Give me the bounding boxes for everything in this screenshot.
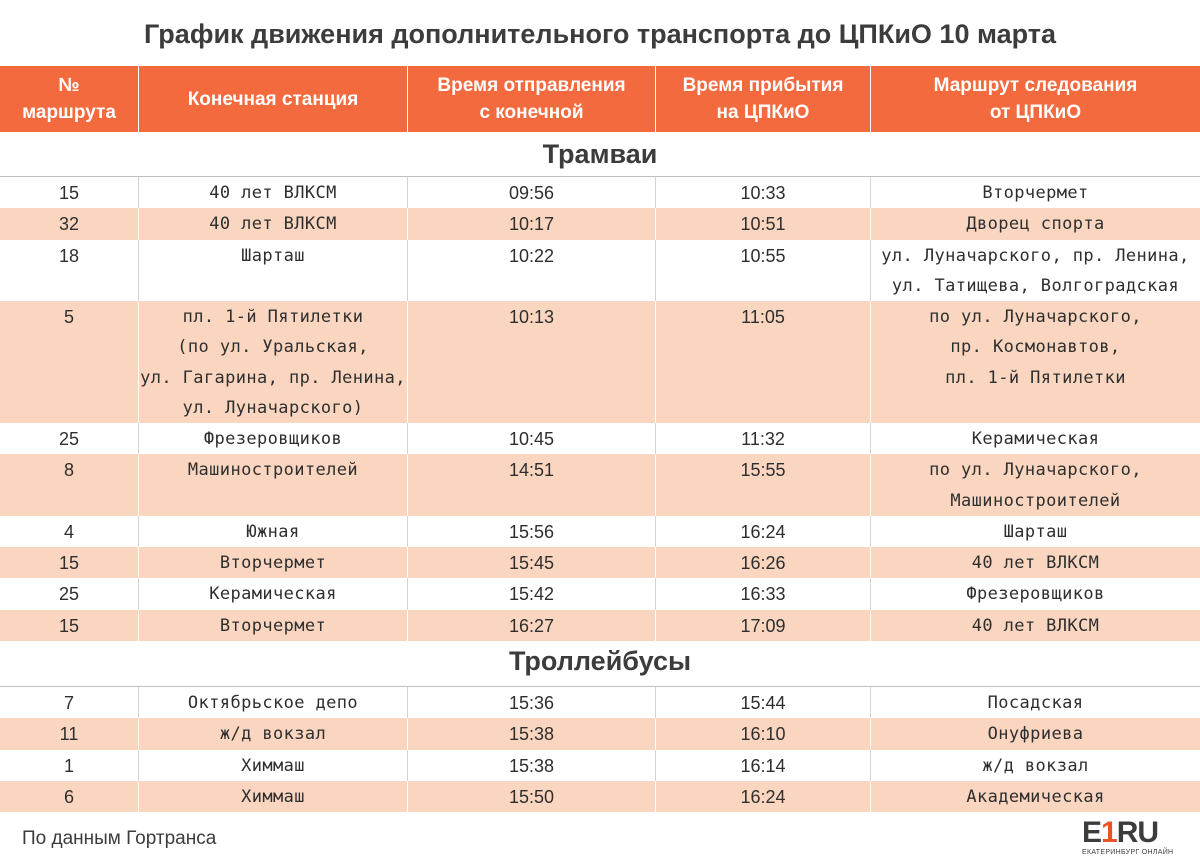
header-route-path: Маршрут следования от ЦПКиО	[933, 75, 1138, 123]
cell-route-number: 5	[0, 301, 139, 423]
cell-route-number: 11	[0, 718, 139, 749]
logo-wordmark: E1RU	[1082, 816, 1159, 849]
header-arrival-time: Время прибытия на ЦПКиО	[656, 66, 871, 132]
section-title-trams: Трамваи	[542, 139, 658, 169]
cell-terminal-station: Шарташ	[139, 240, 408, 302]
cell-route-number: 8	[0, 454, 139, 516]
cell-arrival-time: 10:55	[656, 240, 871, 302]
cell-departure-time: 10:45	[408, 423, 656, 454]
cell-route-path: по ул. Луначарского, пр. Космонавтов, пл. 1-й Пятилетки	[929, 307, 1142, 388]
trolleybuses-table	[0, 687, 1200, 812]
cell-departure-time: 15:38	[408, 718, 656, 749]
cell-route-number: 15	[0, 547, 139, 578]
header-departure-time: Время отправления с конечной	[408, 66, 656, 132]
cell-route-path: Посадская	[987, 693, 1084, 713]
cell-arrival-time: 16:24	[656, 781, 871, 812]
cell-departure-time: 15:56	[408, 516, 656, 547]
cell-route-path: Вторчермет	[982, 183, 1089, 203]
table-header	[0, 66, 1200, 132]
cell-terminal-station: 40 лет ВЛКСМ	[139, 208, 408, 239]
table-row	[0, 750, 1200, 781]
table-row	[0, 177, 1200, 208]
cell-terminal-station: Химмаш	[139, 750, 408, 781]
trams-table	[0, 177, 1200, 641]
cell-arrival-time: 15:55	[656, 454, 871, 516]
cell-departure-time: 09:56	[408, 177, 656, 208]
cell-arrival-time: 16:14	[656, 750, 871, 781]
cell-route-path: Керамическая	[971, 429, 1100, 449]
cell-departure-time: 15:50	[408, 781, 656, 812]
cell-route-number: 25	[0, 423, 139, 454]
e1-logo	[1082, 818, 1182, 858]
cell-arrival-time: 16:33	[656, 578, 871, 609]
cell-route-path: Фрезеровщиков	[966, 584, 1105, 605]
table-row	[0, 781, 1200, 812]
cell-route-number: 15	[0, 610, 139, 641]
cell-arrival-time: 16:10	[656, 718, 871, 749]
section-title-trolleybuses: Троллейбусы	[508, 646, 692, 676]
table-row	[0, 454, 1200, 516]
cell-route-number: 32	[0, 208, 139, 239]
cell-route-number: 15	[0, 177, 139, 208]
cell-departure-time: 10:17	[408, 208, 656, 239]
cell-route-number: 7	[0, 687, 139, 718]
cell-terminal-station: Вторчермет	[139, 610, 408, 641]
cell-route-path: Дворец спорта	[966, 214, 1105, 235]
cell-route-path: 40 лет ВЛКСМ	[971, 553, 1100, 573]
table-row	[0, 240, 1200, 302]
cell-route-number: 6	[0, 781, 139, 812]
table-row	[0, 423, 1200, 454]
source-note: По данным Гортранса	[22, 828, 217, 849]
cell-terminal-station: Химмаш	[139, 781, 408, 812]
logo-subtitle: ЕКАТЕРИНБУРГ ОНЛАЙН	[1082, 849, 1174, 856]
cell-departure-time: 10:13	[408, 301, 656, 423]
cell-terminal-station: Машиностроителей	[139, 454, 408, 516]
cell-departure-time: 16:27	[408, 610, 656, 641]
cell-terminal-station: ж/д вокзал	[139, 718, 408, 749]
cell-departure-time: 15:36	[408, 687, 656, 718]
table-row	[0, 687, 1200, 718]
table-row	[0, 301, 1200, 423]
cell-arrival-time: 10:51	[656, 208, 871, 239]
cell-route-path: ул. Луначарского, пр. Ленина, ул. Татищева, Волгоградская	[881, 245, 1190, 296]
cell-route-number: 4	[0, 516, 139, 547]
cell-departure-time: 15:45	[408, 547, 656, 578]
cell-route-number: 25	[0, 578, 139, 609]
cell-departure-time: 10:22	[408, 240, 656, 302]
header-terminal-station: Конечная станция	[139, 66, 408, 132]
cell-arrival-time: 15:44	[656, 687, 871, 718]
cell-route-path: по ул. Луначарского, Машиностроителей	[929, 460, 1142, 511]
cell-arrival-time: 11:05	[656, 301, 871, 423]
table-row	[0, 578, 1200, 609]
cell-arrival-time: 10:33	[656, 177, 871, 208]
cell-terminal-station: Южная	[139, 516, 408, 547]
cell-arrival-time: 16:24	[656, 516, 871, 547]
cell-route-path: ж/д вокзал	[982, 755, 1089, 776]
table-row	[0, 610, 1200, 641]
cell-route-number: 1	[0, 750, 139, 781]
cell-route-path: Академическая	[966, 786, 1105, 807]
header-route-number: № маршрута	[0, 66, 139, 132]
cell-route-number: 18	[0, 240, 139, 302]
cell-route-path: 40 лет ВЛКСМ	[971, 615, 1100, 636]
cell-departure-time: 14:51	[408, 454, 656, 516]
cell-route-path: Онуфриева	[987, 724, 1084, 745]
table-row	[0, 718, 1200, 749]
table-row	[0, 547, 1200, 578]
cell-arrival-time: 16:26	[656, 547, 871, 578]
cell-arrival-time: 11:32	[656, 423, 871, 454]
cell-departure-time: 15:38	[408, 750, 656, 781]
cell-departure-time: 15:42	[408, 578, 656, 609]
cell-terminal-station: Фрезеровщиков	[139, 423, 408, 454]
cell-route-path: Шарташ	[1003, 521, 1068, 542]
cell-arrival-time: 17:09	[656, 610, 871, 641]
table-row	[0, 208, 1200, 239]
cell-terminal-station: Керамическая	[139, 578, 408, 609]
cell-terminal-station: Вторчермет	[139, 547, 408, 578]
cell-terminal-station: пл. 1-й Пятилетки (по ул. Уральская, ул. Гагарина, пр. Ленина, ул. Луначарского)	[139, 301, 408, 423]
cell-terminal-station: 40 лет ВЛКСМ	[139, 177, 408, 208]
page-title: График движения дополнительного транспорта до ЦПКиО 10 марта	[144, 19, 1056, 49]
table-row	[0, 516, 1200, 547]
cell-terminal-station: Октябрьское депо	[139, 687, 408, 718]
